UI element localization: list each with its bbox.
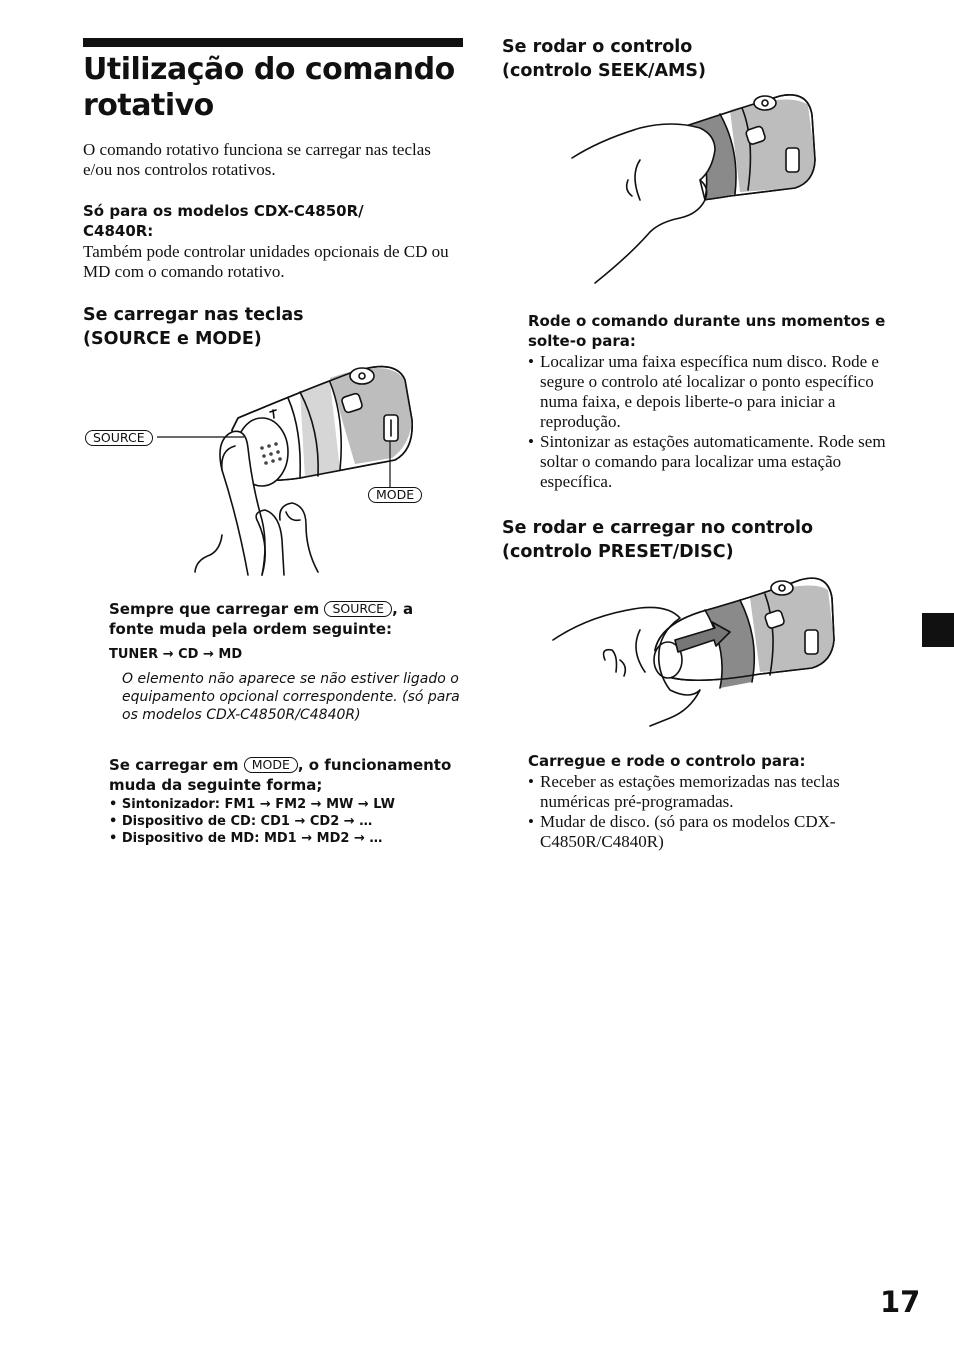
source-note: O elemento não aparece se não estiver ligado o equipamento opcional correspondente. (só para os modelos CDX-C4850R/C4840R) bbox=[122, 671, 460, 723]
section-preset-heading-line2: (controlo PRESET/DISC) bbox=[502, 542, 734, 562]
models-note-heading: Só para os modelos CDX-C4850R/ C4840R: bbox=[83, 202, 364, 240]
page-number: 17 bbox=[880, 1285, 921, 1319]
source-instruction-suffix: , a fonte muda pela ordem seguinte: bbox=[109, 600, 414, 638]
mode-list bbox=[109, 796, 469, 847]
source-sequence: TUNER → CD → MD bbox=[109, 647, 243, 662]
figure-label-mode bbox=[368, 487, 422, 505]
figure-label-source bbox=[85, 430, 153, 448]
source-key-label: SOURCE bbox=[85, 430, 153, 446]
preset-instruction: Carregue e rode o controlo para: bbox=[528, 752, 806, 770]
title-rule bbox=[83, 38, 463, 47]
mode-instruction bbox=[109, 755, 469, 795]
seek-instruction: Rode o comando durante uns momentos e solte-o para: bbox=[528, 312, 886, 350]
section-keys-heading-line1: Se carregar nas teclas bbox=[83, 305, 304, 325]
source-instruction-prefix: Sempre que carregar em bbox=[109, 600, 320, 618]
preset-bullet-list bbox=[528, 772, 888, 852]
section-keys-heading bbox=[83, 303, 463, 351]
mode-list-item: • Dispositivo de MD: MD1 → MD2 → … bbox=[109, 831, 383, 846]
intro-text: O comando rotativo funciona se carregar nas teclas e/ou nos controlos rotativos. bbox=[83, 140, 431, 179]
source-key-inline: SOURCE bbox=[324, 601, 392, 617]
section-preset-heading bbox=[502, 516, 902, 564]
section-preset-heading-line1: Se rodar e carregar no controlo bbox=[502, 518, 814, 538]
seek-bullet-list bbox=[528, 352, 888, 492]
source-instruction bbox=[109, 599, 454, 639]
section-seek-heading bbox=[502, 35, 882, 83]
list-item: • Sintonizar as estações automaticamente. Rode sem soltar o comando para localizar uma estação específica. bbox=[528, 432, 888, 492]
list-item: • Mudar de disco. (só para os modelos CDX-C4850R/C4840R) bbox=[528, 812, 888, 852]
section-seek-heading-line2: (controlo SEEK/AMS) bbox=[502, 61, 707, 81]
section-seek-heading-line1: Se rodar o controlo bbox=[502, 37, 693, 57]
section-keys-heading-line2: (SOURCE e MODE) bbox=[83, 329, 262, 349]
mode-list-item: • Sintonizador: FM1 → FM2 → MW → LW bbox=[109, 797, 395, 812]
section-tab-marker bbox=[922, 613, 954, 647]
mode-list-item: • Dispositivo de CD: CD1 → CD2 → … bbox=[109, 814, 373, 829]
list-item: • Receber as estações memorizadas nas teclas numéricas pré-programadas. bbox=[528, 772, 888, 812]
page-title: Utilização do comando rotativo bbox=[83, 52, 455, 123]
mode-key-label: MODE bbox=[368, 487, 422, 503]
mode-key-inline: MODE bbox=[244, 757, 298, 773]
models-note-text: Também pode controlar unidades opcionais de CD ou MD com o comando rotativo. bbox=[83, 242, 449, 281]
mode-instruction-prefix: Se carregar em bbox=[109, 756, 239, 774]
mode-instruction-suffix: , o funcionamento muda da seguinte forma; bbox=[109, 756, 452, 794]
list-item: • Localizar uma faixa específica num disco. Rode e segure o controlo até localizar o ponto específico numa faixa, e depois liberte-o para iniciar a reprodução. bbox=[528, 352, 888, 432]
